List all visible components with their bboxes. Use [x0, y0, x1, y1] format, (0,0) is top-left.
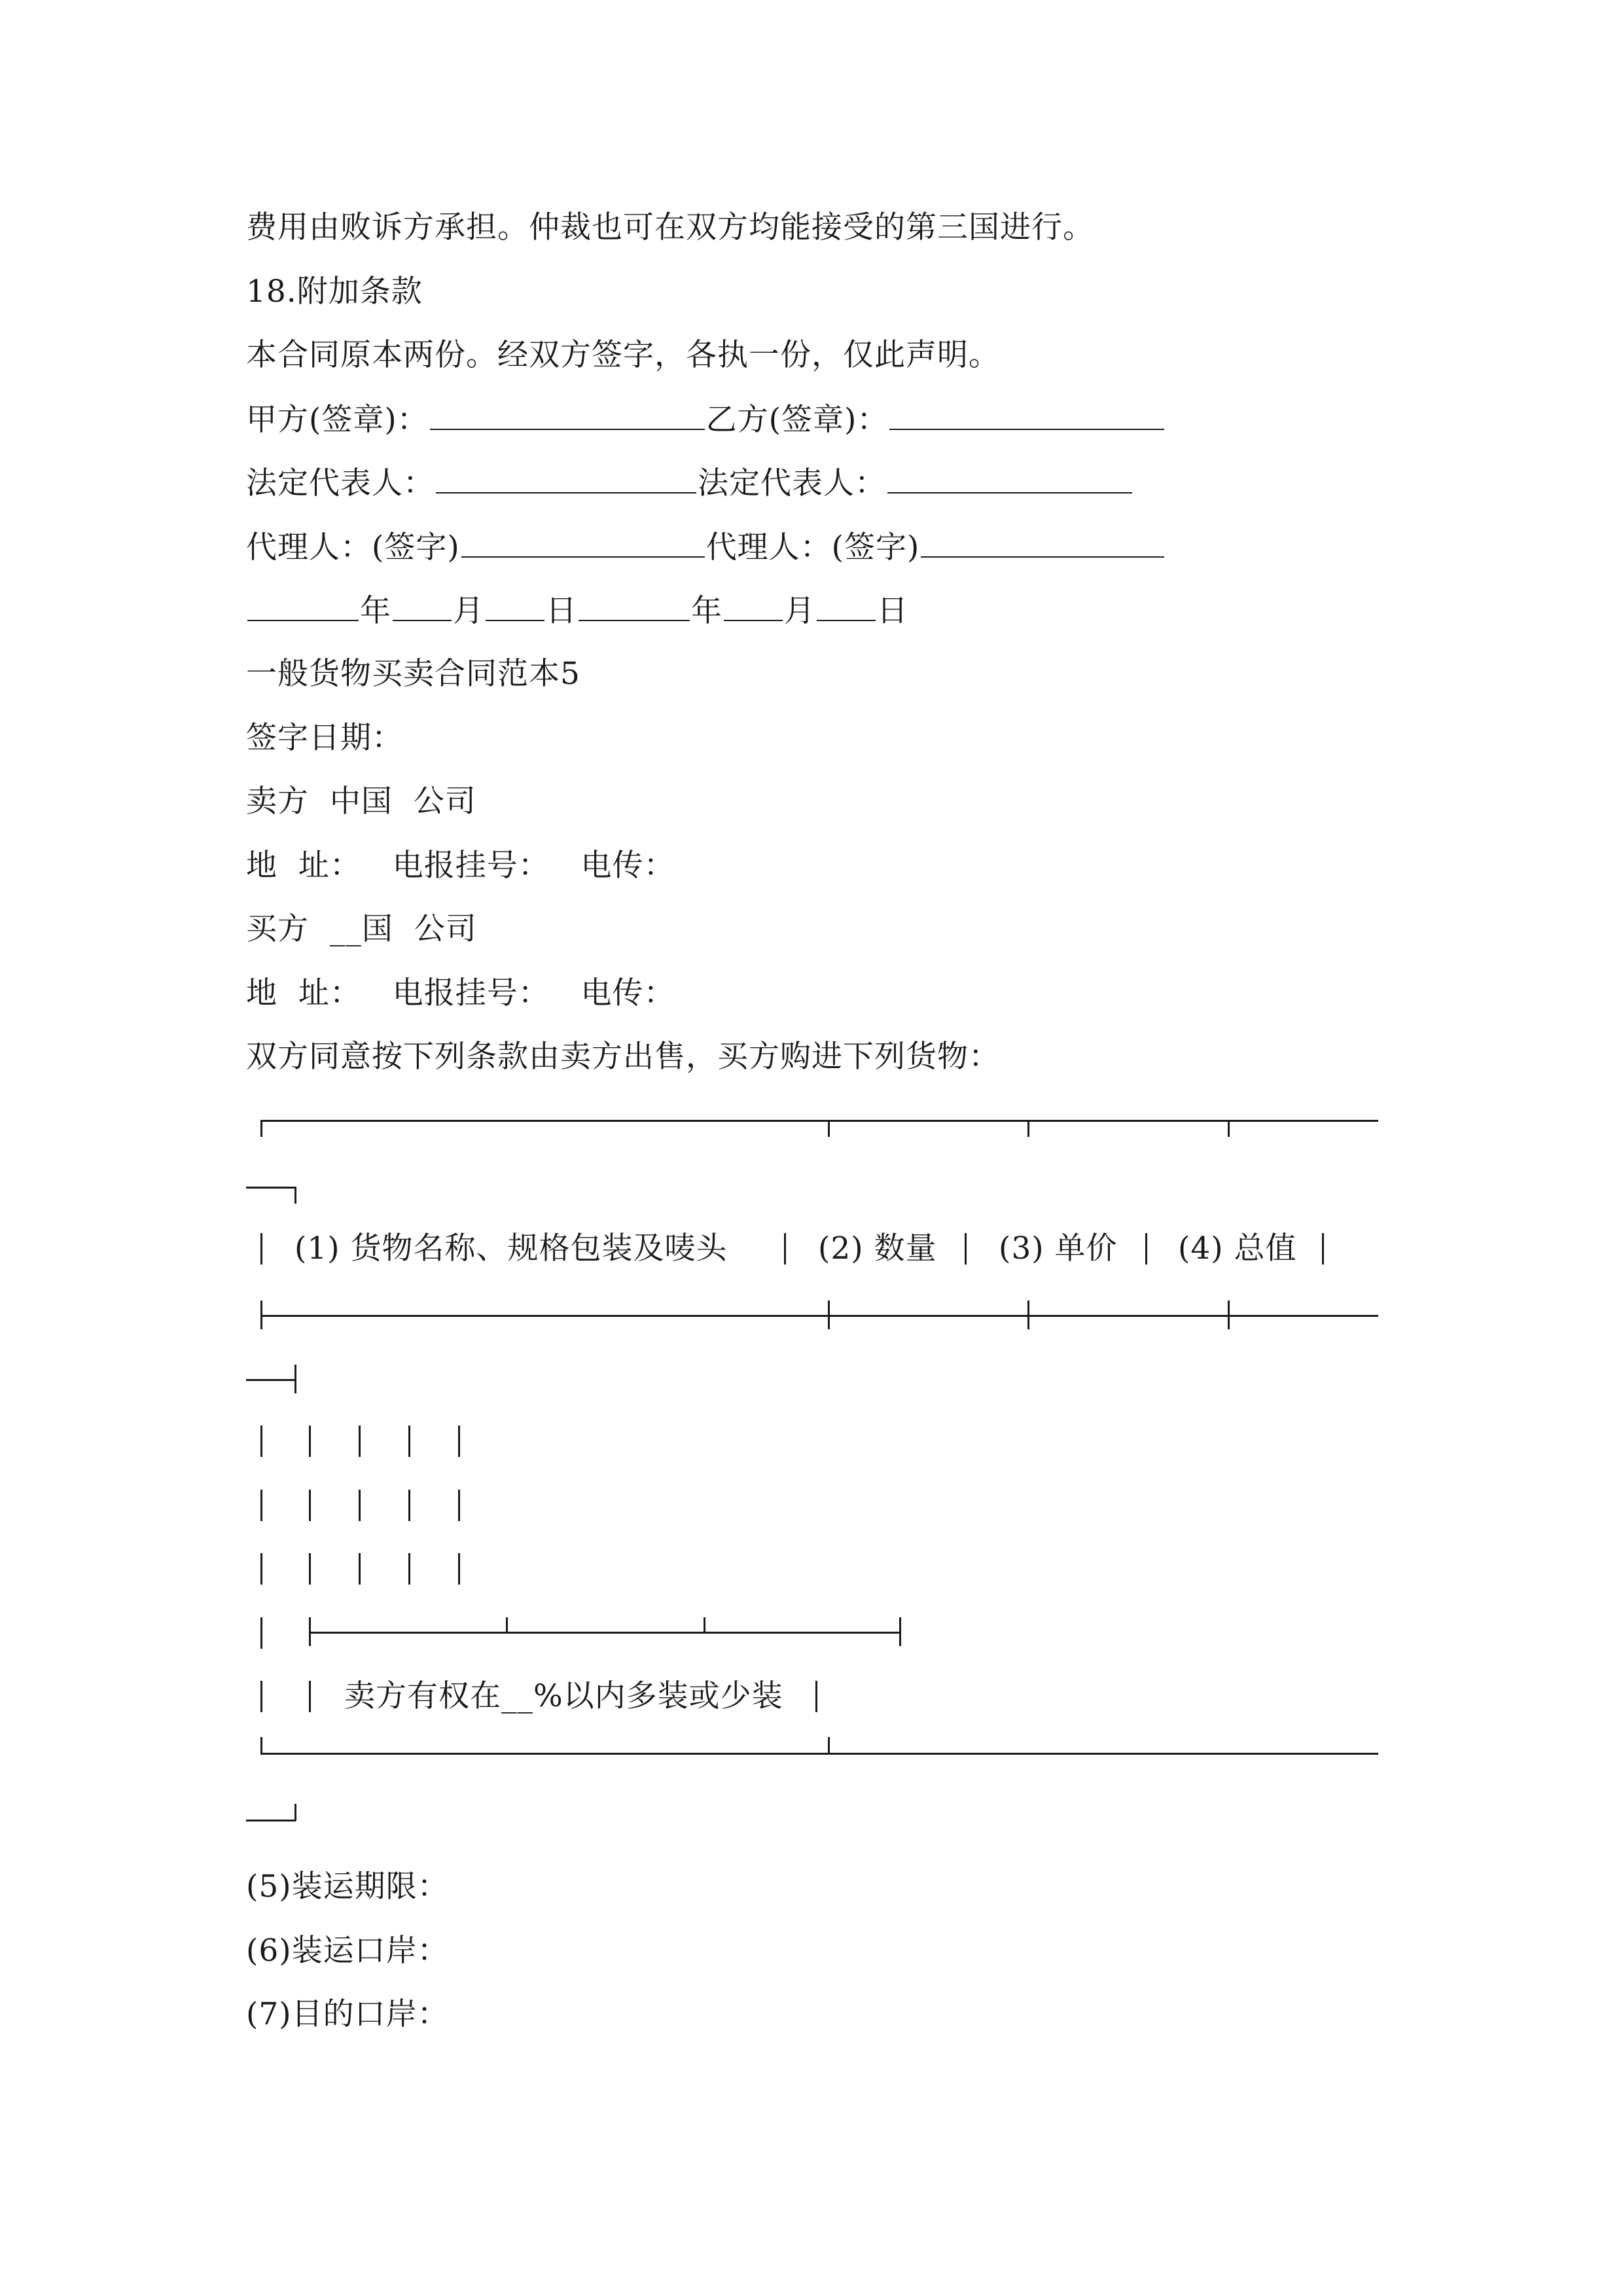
row-divider: [260, 1681, 262, 1712]
table-corner: [260, 1737, 262, 1754]
agreement-line: 双方同意按下列条款由卖方出售，买方购进下列货物：: [246, 1039, 1000, 1075]
sign-date-label: 签字日期：: [246, 720, 403, 756]
table-joint: [1027, 1300, 1029, 1329]
loading-port-label: (6)装运口岸：: [246, 1933, 449, 1969]
row-divider: [458, 1426, 460, 1457]
row-divider: [359, 1426, 361, 1457]
table-joint: [704, 1617, 705, 1632]
row-divider: [458, 1490, 460, 1521]
column-header-quantity: (2) 数量: [818, 1230, 937, 1266]
table-top-border-wrap: [246, 1187, 296, 1189]
table-corner: [294, 1804, 296, 1821]
table-joint: [899, 1617, 901, 1646]
year-blank-b[interactable]: [579, 591, 690, 621]
party-a-rep-label: 法定代表人：: [246, 465, 435, 501]
overload-note: 卖方有权在__%以内多装或少装: [344, 1678, 783, 1714]
row-divider: [815, 1681, 817, 1712]
party-a-seal-label: 甲方(签章)：: [246, 402, 429, 438]
date-line: [246, 591, 908, 630]
table-divider: [965, 1233, 967, 1265]
destination-port-label: (7)目的口岸：: [246, 1996, 449, 2032]
table-joint: [260, 1300, 262, 1329]
party-a-seal-blank[interactable]: [430, 400, 705, 430]
row-divider: [359, 1553, 361, 1585]
table-joint: [828, 1300, 830, 1329]
row-divider: [458, 1553, 460, 1585]
agent-line: [246, 528, 1166, 567]
row-divider: [359, 1490, 361, 1521]
representative-line: [246, 463, 1133, 503]
row-divider: [260, 1553, 262, 1585]
row-divider: [408, 1553, 410, 1585]
row-divider: [408, 1426, 410, 1457]
table-divider: [1322, 1233, 1324, 1265]
table-joint: [828, 1737, 830, 1754]
text-line: 费用由败诉方承担。仲裁也可在双方均能接受的第三国进行。: [246, 209, 1094, 245]
party-b-seal-label: 乙方(签章)：: [705, 402, 889, 438]
month-blank-a[interactable]: [393, 591, 452, 621]
buyer-line: 买方 __国 公司: [246, 911, 477, 947]
party-a-rep-blank[interactable]: [436, 463, 696, 493]
row-divider: [309, 1426, 311, 1457]
header-separator-wrap: [246, 1379, 296, 1381]
seller-line: 卖方 中国 公司: [246, 783, 476, 819]
table-bottom-border-wrap: [246, 1820, 296, 1821]
table-tick: [828, 1120, 830, 1137]
month-label: 月: [453, 593, 484, 629]
party-a-agent-blank[interactable]: [461, 528, 705, 558]
month-label: 月: [784, 593, 815, 629]
day-label: 日: [877, 593, 908, 629]
section-heading: 18.附加条款: [246, 274, 423, 310]
column-header-unit-price: (3) 单价: [999, 1230, 1118, 1266]
table-joint: [294, 1365, 296, 1393]
party-a-agent-label: 代理人：(签字): [246, 529, 460, 565]
table-top-border: [260, 1120, 1378, 1122]
row-divider: [408, 1490, 410, 1521]
row-divider: [260, 1617, 262, 1649]
day-blank-a[interactable]: [486, 591, 544, 621]
table-divider: [1145, 1233, 1147, 1265]
table-corner: [294, 1187, 296, 1204]
header-separator: [260, 1315, 1378, 1317]
table-joint: [309, 1617, 311, 1646]
row-divider: [309, 1553, 311, 1585]
table-bottom-border: [260, 1753, 1378, 1755]
shipment-period-label: (5)装运期限：: [246, 1869, 449, 1905]
party-b-agent-label: 代理人：(签字): [705, 529, 920, 565]
signature-line: [246, 400, 1166, 439]
table-tick: [1228, 1120, 1230, 1137]
column-header-goods: (1) 货物名称、规格包装及唛头: [294, 1230, 728, 1266]
month-blank-b[interactable]: [724, 591, 783, 621]
row-divider: [309, 1490, 311, 1521]
row-divider: [260, 1426, 262, 1457]
row-divider: [260, 1490, 262, 1521]
table-tick: [1027, 1120, 1029, 1137]
inner-separator: [309, 1632, 901, 1634]
year-label: 年: [691, 593, 722, 629]
party-b-rep-label: 法定代表人：: [698, 465, 886, 501]
year-blank-a[interactable]: [247, 591, 359, 621]
party-b-seal-blank[interactable]: [889, 400, 1164, 430]
table-joint: [1228, 1300, 1230, 1329]
buyer-address-line: 地 址： 电报挂号： 电传：: [246, 975, 675, 1011]
seller-address-line: 地 址： 电报挂号： 电传：: [246, 848, 675, 884]
day-blank-b[interactable]: [817, 591, 876, 621]
table-corner: [260, 1120, 262, 1137]
column-header-total: (4) 总值: [1178, 1230, 1297, 1266]
contract-title: 一般货物买卖合同范本5: [246, 656, 580, 692]
text-line: 本合同原本两份。经双方签字，各执一份，仅此声明。: [246, 337, 1000, 373]
day-label: 日: [546, 593, 577, 629]
table-divider: [784, 1233, 786, 1265]
row-divider: [309, 1681, 311, 1712]
party-b-rep-blank[interactable]: [887, 463, 1132, 493]
table-joint: [506, 1617, 508, 1632]
year-label: 年: [360, 593, 391, 629]
party-b-agent-blank[interactable]: [921, 528, 1164, 558]
table-divider: [260, 1233, 262, 1265]
